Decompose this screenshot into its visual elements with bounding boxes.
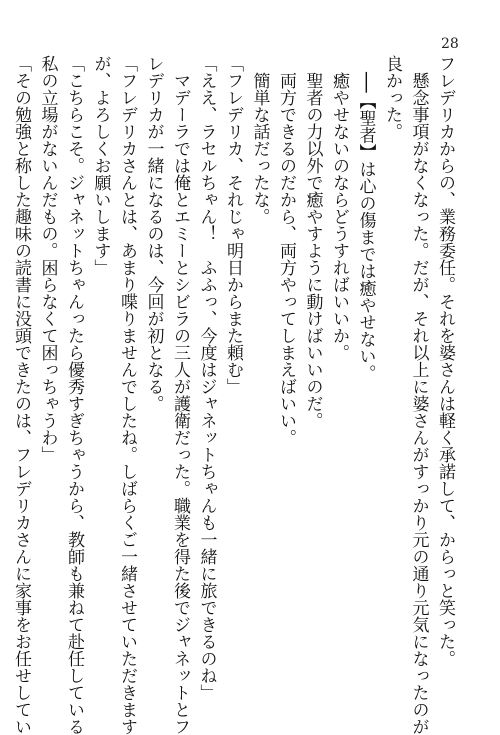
page-number: 28 xyxy=(441,36,459,52)
text-line: 「フレデリカさんとは、あまり喋りませんでしたね。しばらくご一緒させていただきます xyxy=(117,55,137,735)
text-line: 癒やせないのならどうすればいいか。 xyxy=(329,72,349,361)
text-line: レデリカが一緒になるのは、今回が初となる。 xyxy=(143,55,164,412)
text-line: フレデリカからの、業務委任。それを婆さんは軽く承諾して、からっと笑った。 xyxy=(435,55,455,667)
text-line: 「フレデリカ、それじゃ明日からまた頼む」 xyxy=(223,55,243,395)
text-line: 良かった。 xyxy=(382,55,402,140)
text-line: 両方できるのだから、両方やってしまえばいい。 xyxy=(276,72,296,446)
text-line: 「ええ、ラセルちゃん！ ふふっ、今度はジャネットちゃんも一緒に旅できるのね」 xyxy=(196,55,217,701)
text-line: 「こちらこそ。ジャネットちゃんったら優秀すぎちゃうから、教師も兼ねて赴任している xyxy=(64,55,84,735)
text-line: 「その勉強と称した趣味の読書に没頭できたのは、フレデリカさんに家事をお任せしてい xyxy=(11,55,31,735)
text-line: が、よろしくお願いします」 xyxy=(90,55,111,276)
text-line: ──【聖者】は心の傷までは癒やせない。 xyxy=(355,72,376,382)
text-line: 簡単な話だったな。 xyxy=(249,72,270,225)
text-line: 聖者の力以外で癒やすように動けばいいのだ。 xyxy=(302,72,323,429)
body-text xyxy=(11,55,458,735)
text-line: 懸念事項がなくなった。だが、それ以上に婆さんがすっかり元の通り元気になったのが xyxy=(408,72,429,735)
text-line: マデーラでは俺とエミーとシビラの三人が護衛だった。職業を得た後でジャネットとフ xyxy=(170,72,190,735)
text-line: 私の立場がないんだもの。困らなくて困っちゃうわ」 xyxy=(37,55,58,463)
